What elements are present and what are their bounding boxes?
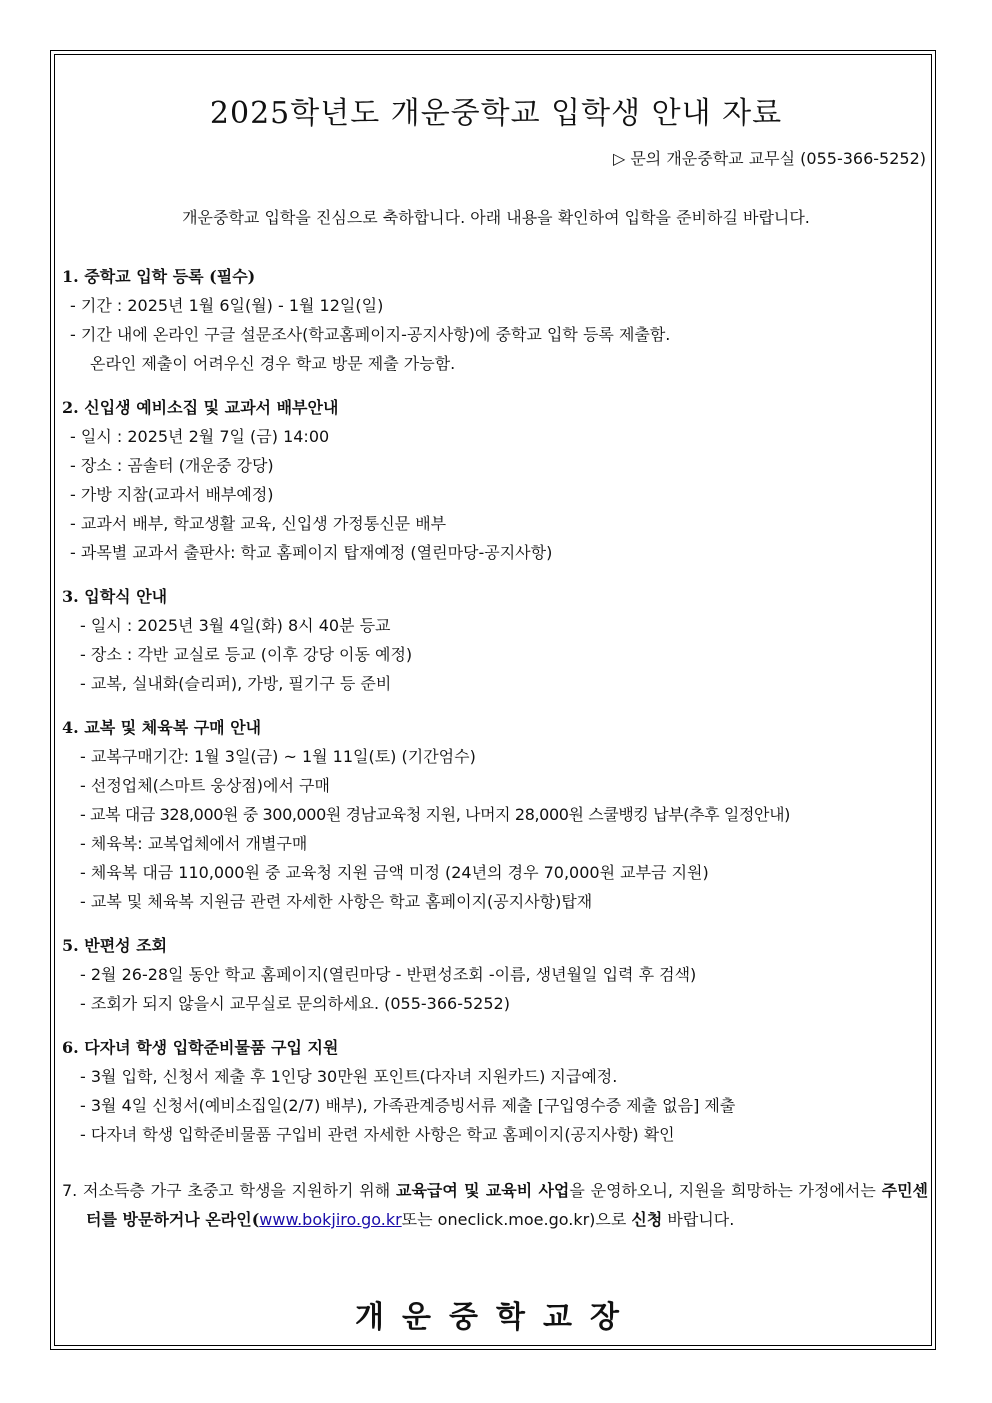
section-title: 2. 신입생 예비소집 및 교과서 배부안내 <box>62 398 339 417</box>
principal-signature: 개운중학교장 <box>355 1300 637 1335</box>
section-uniform <box>62 713 928 916</box>
sections-container <box>62 262 928 1164</box>
section-title: 5. 반편성 조회 <box>62 936 168 955</box>
section-low-income-support <box>62 1176 928 1234</box>
text-span: 을 운영하오니, 지원을 희망하는 가정에서는 <box>569 1181 882 1200</box>
list-item: - 교과서 배부, 학교생활 교육, 신입생 가정통신문 배부 <box>70 514 447 533</box>
list-item: - 과목별 교과서 출판사: 학교 홈페이지 탑재예정 (열린마당-공지사항) <box>70 543 553 562</box>
section-orientation <box>62 393 928 567</box>
text-span: 7. 저소득층 가구 초중고 학생을 지원하기 위해 <box>62 1181 396 1200</box>
list-item: - 교복 대금 328,000원 중 300,000원 경남교육청 지원, 나머지 28,000원 스쿨뱅킹 납부(추후 일정안내) <box>80 805 790 824</box>
list-item: - 장소 : 각반 교실로 등교 (이후 강당 이동 예정) <box>80 645 413 664</box>
bold-program-name: 교육급여 및 교육비 사업 <box>396 1181 570 1200</box>
list-item: - 가방 지참(교과서 배부예정) <box>70 485 274 504</box>
inquiry-contact: ▷ 문의 개운중학교 교무실 (055-366-5252) <box>612 149 926 168</box>
section-title: 3. 입학식 안내 <box>62 587 168 606</box>
list-item: - 체육복: 교복업체에서 개별구매 <box>80 834 308 853</box>
list-item: - 기간 : 2025년 1월 6일(월) - 1월 12일(일) <box>70 296 384 315</box>
section-ceremony <box>62 582 928 698</box>
list-item: - 다자녀 학생 입학준비물품 구입비 관련 자세한 사항은 학교 홈페이지(공지사항) 확인 <box>80 1125 675 1144</box>
page-title: 2025학년도 개운중학교 입학생 안내 자료 <box>209 96 783 131</box>
section-title: 4. 교복 및 체육복 구매 안내 <box>62 718 262 737</box>
bold-apply: 신청 <box>631 1210 663 1229</box>
section-class-assignment <box>62 931 928 1018</box>
list-item: - 2월 26-28일 동안 학교 홈페이지(열린마당 - 반편성조회 -이름, 생년월일 입력 후 검색) <box>80 965 697 984</box>
section-title: 6. 다자녀 학생 입학준비물품 구입 지원 <box>62 1038 339 1057</box>
bold-visit-center: 주민센터를 방문하거나 온라인( <box>86 1181 929 1229</box>
section-multichild-support <box>62 1033 928 1149</box>
section-registration <box>62 262 928 378</box>
list-item: - 일시 : 2025년 3월 4일(화) 8시 40분 등교 <box>80 616 391 635</box>
text-span: 바랍니다. <box>662 1210 735 1229</box>
list-item: - 교복구매기간: 1월 3일(금) ~ 1월 11일(토) (기간엄수) <box>80 747 476 766</box>
low-income-paragraph <box>62 1176 928 1234</box>
list-item: - 교복 및 체육복 지원금 관련 자세한 사항은 학교 홈페이지(공지사항)탑재 <box>80 892 593 911</box>
text-span: 또는 oneclick.moe.go.kr)으로 <box>401 1210 632 1229</box>
list-item: - 3월 4일 신청서(예비소집일(2/7) 배부), 가족관계증빙서류 제출 [구입영수증 제출 없음] 제출 <box>80 1096 736 1115</box>
list-item: - 3월 입학, 신청서 제출 후 1인당 30만원 포인트(다자녀 지원카드) 지급예정. <box>80 1067 618 1086</box>
bokjiro-link[interactable]: www.bokjiro.go.kr <box>259 1210 402 1229</box>
list-item: - 장소 : 곰솔터 (개운중 강당) <box>70 456 274 475</box>
list-item: - 체육복 대금 110,000원 중 교육청 지원 금액 미정 (24년의 경우 70,000원 교부금 지원) <box>80 863 709 882</box>
list-item: 온라인 제출이 어려우신 경우 학교 방문 제출 가능함. <box>90 354 456 373</box>
list-item: - 기간 내에 온라인 구글 설문조사(학교홈페이지-공지사항)에 중학교 입학 등록 제출함. <box>70 325 671 344</box>
list-item: - 교복, 실내화(슬리퍼), 가방, 필기구 등 준비 <box>80 674 392 693</box>
section-title: 1. 중학교 입학 등록 (필수) <box>62 267 256 286</box>
greeting-text: 개운중학교 입학을 진심으로 축하합니다. 아래 내용을 확인하여 입학을 준비하길 바랍니다. <box>182 208 810 227</box>
list-item: - 선정업체(스마트 웅상점)에서 구매 <box>80 776 330 795</box>
list-item: - 조회가 되지 않을시 교무실로 문의하세요. (055-366-5252) <box>80 994 510 1013</box>
list-item: - 일시 : 2025년 2월 7일 (금) 14:00 <box>70 427 330 446</box>
